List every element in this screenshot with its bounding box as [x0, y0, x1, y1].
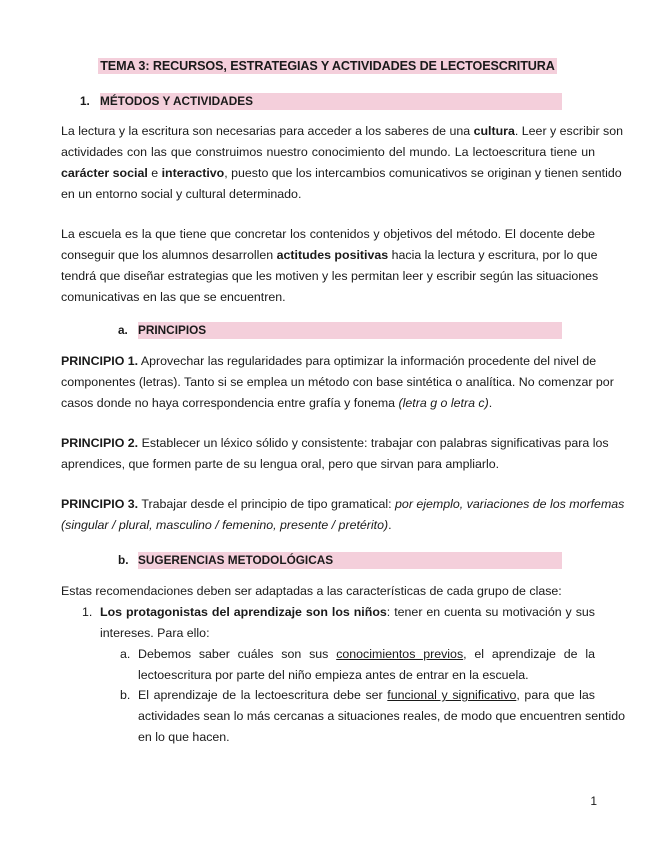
principio-1: PRINCIPIO 1. Aprovechar las regularidades para optimizar la información procedente del nivel de componentes (letras). Tanto si se emplea un método con base sintética o analítica. No comenzar por casos donde no haya correspondencia entre grafía y fonema (letra g o letra c).	[61, 354, 614, 410]
subheading-letter: b.	[118, 553, 129, 567]
subheading-sugerencias	[118, 552, 562, 569]
section-number: 1.	[80, 94, 90, 108]
paragraph-lectura: La lectura y la escritura son necesarias para acceder a los saberes de una cultura. Leer y escribir son actividades con las que construimos nuestro conocimiento del mundo. La lectoescritura tiene un carácter social e interactivo, puesto que los intercambios comunicativos se originan y tienen sentido en un entorno social y cultural determinado.	[61, 124, 624, 201]
section-heading-metodos	[80, 93, 562, 110]
principio-2: PRINCIPIO 2. Establecer un léxico sólido y consistente: trabajar con palabras significativas para los aprendices, que formen parte de su lengua oral, pero que sirvan para ampliarlo.	[61, 436, 609, 471]
principio-3: PRINCIPIO 3. Trabajar desde el principio de tipo gramatical: por ejemplo, variaciones de los morfemas (singular / plural, masculino / femenino, presente / pretérito).	[61, 497, 625, 532]
list-letter: a.	[120, 647, 131, 661]
subheading-label: PRINCIPIOS	[138, 323, 207, 337]
subheading-principios	[118, 322, 562, 339]
list-number: 1.	[82, 605, 93, 619]
title-container	[0, 58, 655, 74]
subheading-letter: a.	[118, 323, 128, 337]
list-item-funcional: b. El aprendizaje de la lectoescritura debe ser funcional y significativo, para que las actividades sean lo más cercanas a situaciones reales, de modo que encuentren sentido en lo que hacen.	[138, 685, 595, 748]
recommendations-intro: Estas recomendaciones deben ser adaptadas a las características de cada grupo de clase:	[61, 584, 562, 598]
list-letter: b.	[120, 688, 131, 702]
subheading-label: SUGERENCIAS METODOLÓGICAS	[138, 553, 334, 567]
list-item-conocimientos: a. Debemos saber cuáles son sus conocimientos previos, el aprendizaje de la lectoescritura por parte del niño empieza antes de entrar en la escuela.	[138, 644, 595, 686]
paragraph-escuela: La escuela es la que tiene que concretar los contenidos y objetivos del método. El docente debe conseguir que los alumnos desarrollen actitudes positivas hacia la lectura y escritura, por lo que tendrá que diseñar estrategias que les motiven y les permitan leer y escribir según las situaciones comunicativas en las que se encuentren.	[61, 227, 599, 304]
page-number: 1	[590, 794, 597, 808]
section-label: MÉTODOS Y ACTIVIDADES	[100, 94, 253, 108]
list-item-protagonistas: 1. Los protagonistas del aprendizaje son los niños: tener en cuenta su motivación y sus intereses. Para ello:	[100, 602, 595, 644]
document-title: TEMA 3: RECURSOS, ESTRATEGIAS Y ACTIVIDADES DE LECTOESCRITURA	[100, 59, 555, 73]
